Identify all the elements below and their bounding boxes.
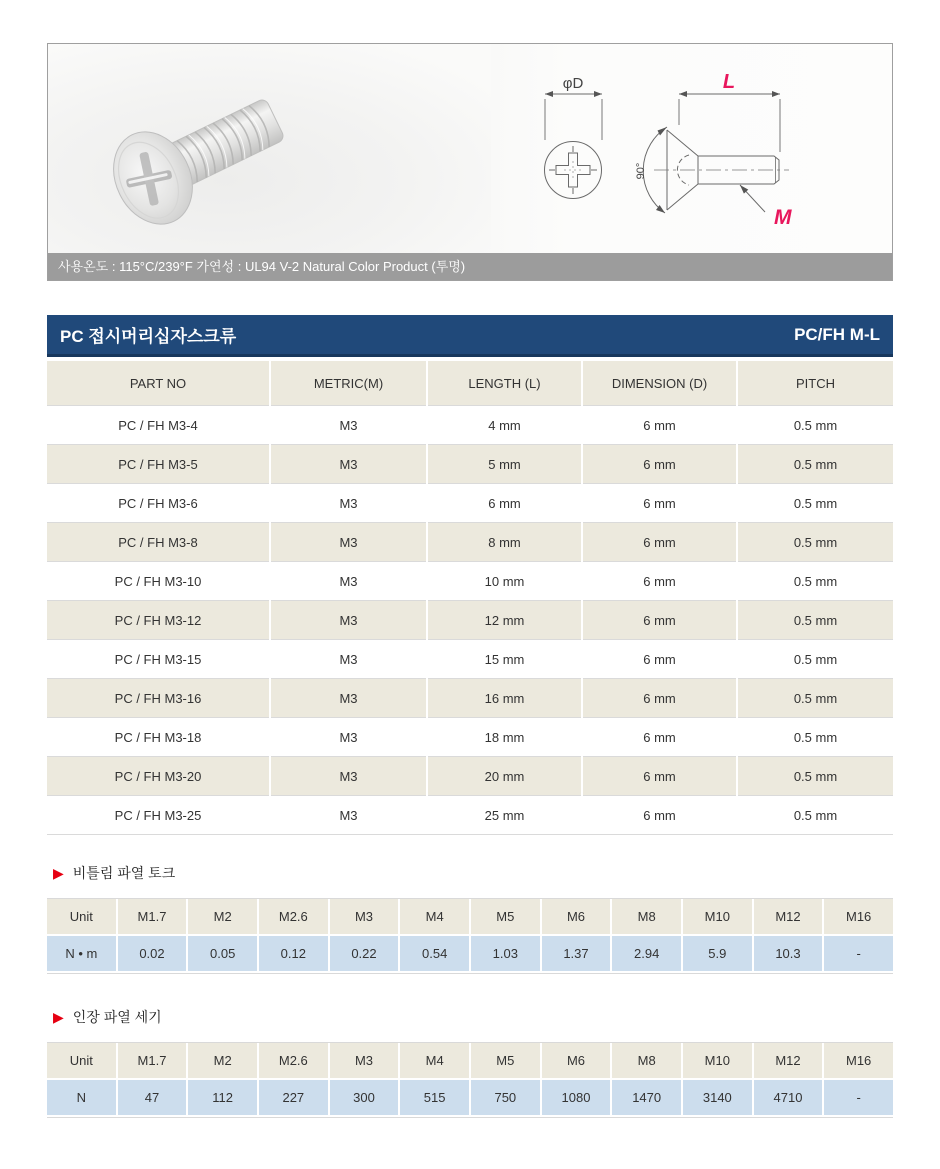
column-header: M6 [542, 899, 611, 934]
red-triangle-bullet-icon: ▶ [53, 865, 64, 881]
column-header: M2.6 [259, 1043, 328, 1078]
column-header: M10 [683, 1043, 752, 1078]
table-cell: PC / FH M3-10 [47, 561, 269, 600]
tensile-table [47, 1042, 893, 1118]
table-cell: 0.12 [259, 936, 328, 971]
table-cell: 4710 [754, 1080, 823, 1115]
diameter-dimension-label: φD [562, 75, 584, 92]
column-header: PART NO [47, 361, 269, 405]
table-row [47, 717, 893, 756]
table-row [47, 522, 893, 561]
table-cell: M3 [271, 600, 426, 639]
column-header: M12 [754, 899, 823, 934]
spec-table [47, 361, 893, 835]
table-cell: M3 [271, 678, 426, 717]
column-header: M16 [824, 899, 893, 934]
table-cell: 0.5 mm [738, 600, 893, 639]
table-cell: N [47, 1080, 116, 1115]
table-cell: M3 [271, 483, 426, 522]
table-cell: - [824, 936, 893, 971]
column-header: M3 [330, 899, 399, 934]
table-cell: 6 mm [583, 405, 736, 444]
table-cell: 3140 [683, 1080, 752, 1115]
table-cell: 2.94 [612, 936, 681, 971]
table-cell: 0.5 mm [738, 561, 893, 600]
table-cell: 6 mm [583, 639, 736, 678]
table-cell: 6 mm [583, 600, 736, 639]
table-cell: 6 mm [428, 483, 581, 522]
product-image-panel [47, 43, 893, 281]
column-header: M1.7 [118, 1043, 187, 1078]
table-row [47, 756, 893, 795]
column-header: M4 [400, 899, 469, 934]
dimension-drawing [491, 44, 891, 253]
table-cell: 16 mm [428, 678, 581, 717]
tensile-section-title [53, 1007, 893, 1027]
table-cell: 0.05 [188, 936, 257, 971]
table-cell: PC / FH M3-15 [47, 639, 269, 678]
column-header: DIMENSION (D) [583, 361, 736, 405]
table-row [47, 561, 893, 600]
table-cell: 8 mm [428, 522, 581, 561]
table-cell: 0.5 mm [738, 678, 893, 717]
page-title: PC 접시머리십자스크류 [60, 327, 237, 346]
table-cell: 10 mm [428, 561, 581, 600]
table-cell: 0.02 [118, 936, 187, 971]
column-header: M1.7 [118, 899, 187, 934]
table-cell: 6 mm [583, 561, 736, 600]
table-cell: 6 mm [583, 678, 736, 717]
table-cell: 20 mm [428, 756, 581, 795]
column-header: M2 [188, 899, 257, 934]
table-cell: 12 mm [428, 600, 581, 639]
table-cell: 25 mm [428, 795, 581, 834]
table-cell: 0.5 mm [738, 795, 893, 834]
table-cell: M3 [271, 405, 426, 444]
phillips-cross-outline [556, 153, 590, 187]
product-caption: 사용온도 : 115°C/239°F 가연성 : UL94 V-2 Natural Color Product (투명) [48, 253, 892, 280]
column-header: M2.6 [259, 899, 328, 934]
column-header: M16 [824, 1043, 893, 1078]
table-cell: 0.5 mm [738, 405, 893, 444]
table-cell: 0.5 mm [738, 639, 893, 678]
table-cell: 750 [471, 1080, 540, 1115]
column-header: M4 [400, 1043, 469, 1078]
table-cell: M3 [271, 522, 426, 561]
table-cell: 0.54 [400, 936, 469, 971]
table-cell: 10.3 [754, 936, 823, 971]
table-cell: PC / FH M3-16 [47, 678, 269, 717]
section-title-text: 인장 파열 세기 [72, 1009, 162, 1025]
table-row [47, 405, 893, 444]
table-cell: 0.22 [330, 936, 399, 971]
table-cell: 0.5 mm [738, 756, 893, 795]
table-cell: PC / FH M3-20 [47, 756, 269, 795]
table-row [47, 483, 893, 522]
table-cell: 515 [400, 1080, 469, 1115]
table-cell: M3 [271, 795, 426, 834]
table-cell: 5.9 [683, 936, 752, 971]
table-cell: 6 mm [583, 522, 736, 561]
table-cell: 6 mm [583, 717, 736, 756]
column-header: M8 [612, 899, 681, 934]
table-cell: 47 [118, 1080, 187, 1115]
angle-dimension-label: 90° [635, 162, 647, 180]
table-cell: 15 mm [428, 639, 581, 678]
table-cell: PC / FH M3-6 [47, 483, 269, 522]
table-cell: 227 [259, 1080, 328, 1115]
column-header: M8 [612, 1043, 681, 1078]
table-cell: PC / FH M3-18 [47, 717, 269, 756]
table-cell: - [824, 1080, 893, 1115]
column-header: M2 [188, 1043, 257, 1078]
column-header: Unit [47, 1043, 116, 1078]
table-cell: PC / FH M3-4 [47, 405, 269, 444]
product-photo [48, 44, 491, 253]
screw-photo-illustration [48, 44, 491, 253]
thread-dimension-label: M [774, 206, 792, 229]
column-header: M6 [542, 1043, 611, 1078]
table-row [47, 795, 893, 834]
table-cell: M3 [271, 756, 426, 795]
column-header: M10 [683, 899, 752, 934]
length-dimension-label: L [722, 71, 736, 93]
table-cell: 18 mm [428, 717, 581, 756]
column-header: METRIC(M) [271, 361, 426, 405]
table-cell: 0.5 mm [738, 717, 893, 756]
table-cell: PC / FH M3-8 [47, 522, 269, 561]
table-row [47, 678, 893, 717]
column-header: Unit [47, 899, 116, 934]
section-title-bar [47, 315, 893, 357]
column-header: M12 [754, 1043, 823, 1078]
table-cell: M3 [271, 444, 426, 483]
column-header: M3 [330, 1043, 399, 1078]
table-row [47, 444, 893, 483]
table-cell: PC / FH M3-12 [47, 600, 269, 639]
table-cell: M3 [271, 639, 426, 678]
column-header: LENGTH (L) [428, 361, 581, 405]
table-cell: M3 [271, 717, 426, 756]
table-cell: 1.03 [471, 936, 540, 971]
table-row [47, 600, 893, 639]
table-cell: 6 mm [583, 483, 736, 522]
table-cell: M3 [271, 561, 426, 600]
red-triangle-bullet-icon: ▶ [53, 1009, 64, 1025]
table-cell: 112 [188, 1080, 257, 1115]
product-code: PC/FH M-L [794, 324, 880, 344]
column-header: PITCH [738, 361, 893, 405]
column-header: M5 [471, 899, 540, 934]
table-cell: 1.37 [542, 936, 611, 971]
table-cell: 0.5 mm [738, 444, 893, 483]
technical-drawing [491, 44, 891, 253]
column-header: M5 [471, 1043, 540, 1078]
torque-section-title [53, 863, 893, 883]
table-cell: PC / FH M3-5 [47, 444, 269, 483]
table-row [47, 639, 893, 678]
section-title-text: 비틀림 파열 토크 [72, 865, 176, 881]
table-cell: 1470 [612, 1080, 681, 1115]
table-cell: 300 [330, 1080, 399, 1115]
table-header-row [47, 361, 893, 405]
table-cell: 0.5 mm [738, 522, 893, 561]
table-cell: 0.5 mm [738, 483, 893, 522]
table-cell: N • m [47, 936, 116, 971]
table-cell: 1080 [542, 1080, 611, 1115]
table-cell: 6 mm [583, 795, 736, 834]
table-cell: 4 mm [428, 405, 581, 444]
table-cell: 5 mm [428, 444, 581, 483]
table-cell: PC / FH M3-25 [47, 795, 269, 834]
table-cell: 6 mm [583, 444, 736, 483]
torque-table [47, 898, 893, 974]
table-cell: 6 mm [583, 756, 736, 795]
